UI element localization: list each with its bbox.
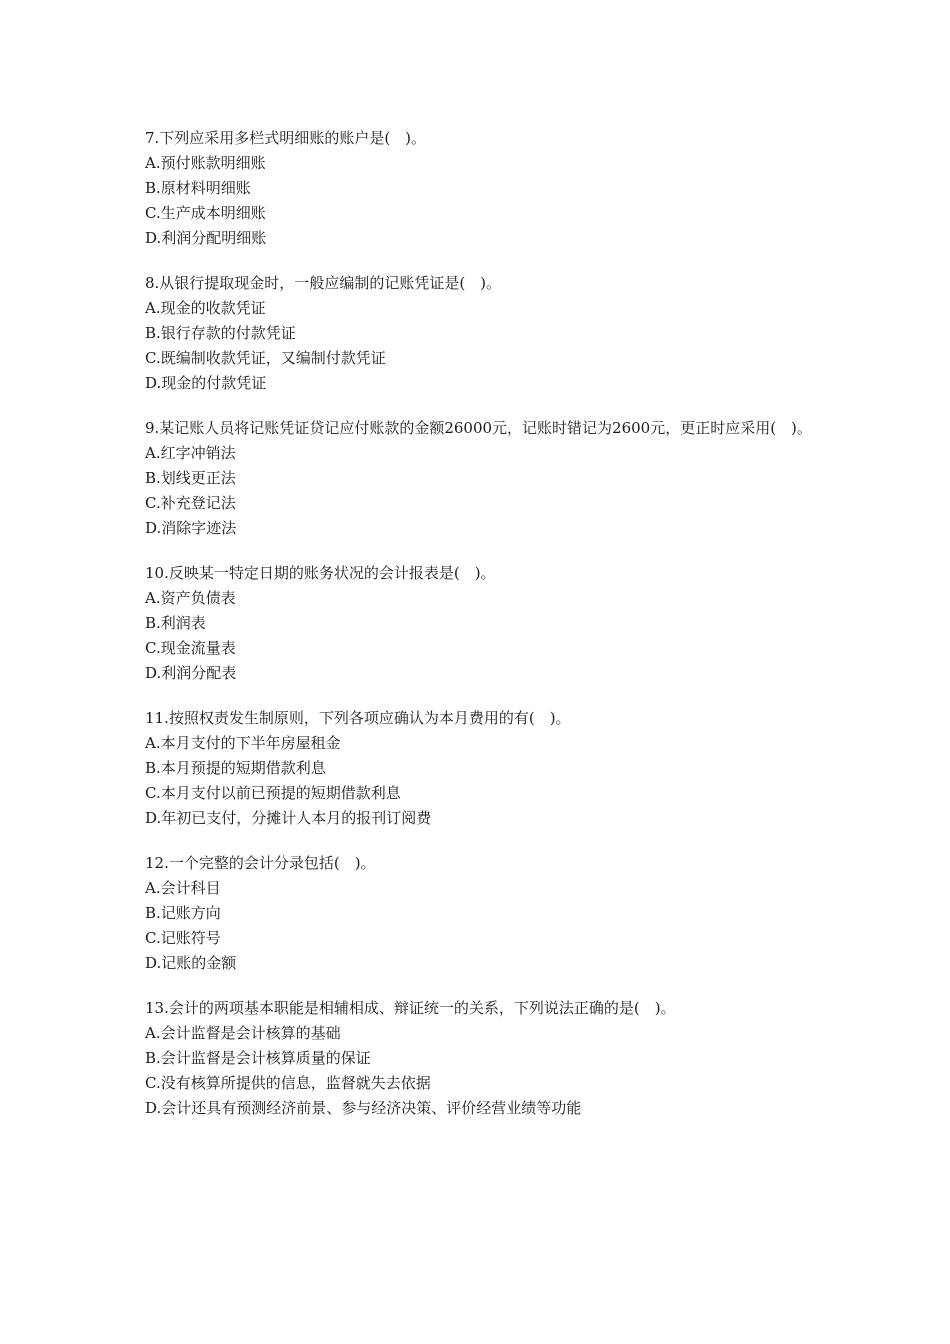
question-12 (145, 851, 825, 976)
option-a: A.现金的收款凭证 (145, 299, 266, 317)
question-stem: 13.会计的两项基本职能是相辅相成、辩证统一的关系，下列说法正确的是( )。 (145, 999, 676, 1017)
option-a: A.本月支付的下半年房屋租金 (145, 734, 341, 752)
option-a: A.资产负债表 (145, 589, 236, 607)
option-c: C.生产成本明细账 (145, 204, 266, 222)
option-d: D.年初已支付，分摊计人本月的报刊订阅费 (145, 809, 432, 827)
option-b: B.银行存款的付款凭证 (145, 324, 296, 342)
option-b: B.划线更正法 (145, 469, 236, 487)
question-stem: 9.某记账人员将记账凭证贷记应付账款的金额26000元，记账时错记为2600元，更正时应采用( )。 (145, 419, 812, 437)
question-stem: 11.按照权责发生制原则，下列各项应确认为本月费用的有( )。 (145, 709, 571, 727)
option-a: A.预付账款明细账 (145, 154, 266, 172)
option-a: A.红字冲销法 (145, 444, 236, 462)
question-9 (145, 416, 825, 541)
question-stem: 10.反映某一特定日期的账务状况的会计报表是( )。 (145, 564, 496, 582)
question-stem: 8.从银行提取现金时，一般应编制的记账凭证是( )。 (145, 274, 502, 292)
question-stem: 7.下列应采用多栏式明细账的账户是( )。 (145, 129, 427, 147)
option-a: A.会计科目 (145, 879, 221, 897)
option-c: C.本月支付以前已预提的短期借款利息 (145, 784, 401, 802)
option-b: B.记账方向 (145, 904, 221, 922)
option-d: D.消除字迹法 (145, 519, 237, 537)
question-11 (145, 706, 825, 831)
question-stem: 12.一个完整的会计分录包括( )。 (145, 854, 376, 872)
option-b: B.利润表 (145, 614, 206, 632)
option-c: C.既编制收款凭证，又编制付款凭证 (145, 349, 386, 367)
option-c: C.补充登记法 (145, 494, 236, 512)
option-d: D.记账的金额 (145, 954, 237, 972)
question-8 (145, 271, 825, 396)
question-10 (145, 561, 825, 686)
option-c: C.记账符号 (145, 929, 221, 947)
option-b: B.原材料明细账 (145, 179, 251, 197)
option-b: B.会计监督是会计核算质量的保证 (145, 1049, 371, 1067)
option-d: D.利润分配表 (145, 664, 237, 682)
question-13 (145, 996, 825, 1121)
option-d: D.现金的付款凭证 (145, 374, 267, 392)
option-d: D.会计还具有预测经济前景、参与经济决策、评价经营业绩等功能 (145, 1099, 582, 1117)
document-page (145, 126, 825, 1141)
option-b: B.本月预提的短期借款利息 (145, 759, 326, 777)
option-d: D.利润分配明细账 (145, 229, 267, 247)
question-7 (145, 126, 825, 251)
option-c: C.现金流量表 (145, 639, 236, 657)
option-c: C.没有核算所提供的信息，监督就失去依据 (145, 1074, 431, 1092)
option-a: A.会计监督是会计核算的基础 (145, 1024, 341, 1042)
